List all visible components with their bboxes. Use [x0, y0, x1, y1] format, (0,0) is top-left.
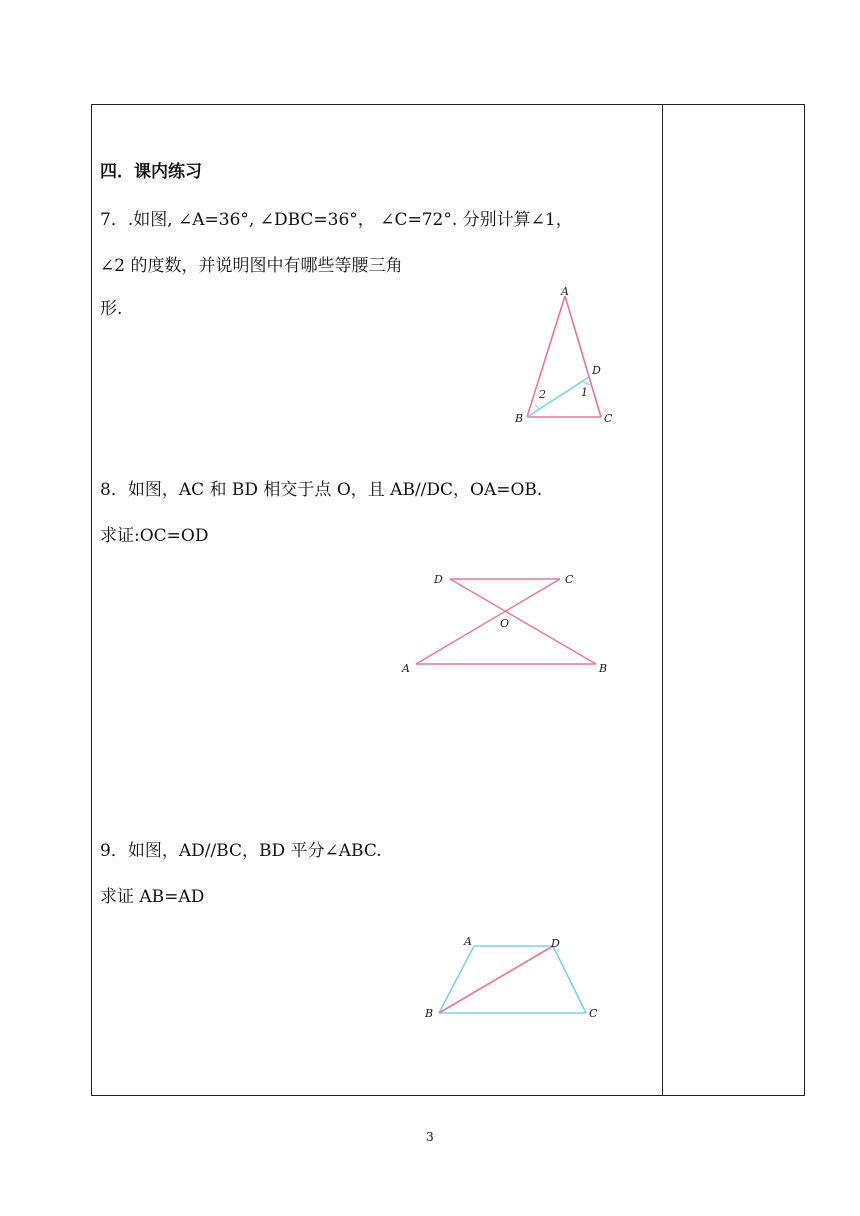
problem-7-line-1: 7．.如图, ∠A=36°, ∠DBC=36°， ∠C=72°. 分别计算∠1， — [100, 210, 573, 230]
fig7-label-d: D — [592, 364, 601, 377]
problem-8-line-1: 8．如图，AC 和 BD 相交于点 O，且 AB//DC，OA=OB. — [100, 480, 543, 500]
figure-9-trapezoid — [420, 932, 610, 1027]
problem-7-line-3: 形. — [100, 299, 123, 319]
fig7-angle-2-arc — [535, 405, 539, 409]
fig7-label-b: B — [515, 412, 524, 425]
problem-9-line-1: 9．如图，AD//BC，BD 平分∠ABC. — [100, 841, 382, 861]
fig8-segment-bd — [450, 579, 596, 664]
figure-8-crossed-triangles — [400, 568, 620, 678]
fig7-label-2: 2 — [539, 388, 546, 401]
fig8-label-o: O — [500, 617, 510, 630]
problem-7-line-2: ∠2 的度数，并说明图中有哪些等腰三角 — [100, 256, 403, 276]
fig8-label-d: D — [434, 573, 443, 586]
problem-9-line-2: 求证 AB=AD — [100, 887, 205, 907]
fig9-label-a: A — [464, 935, 472, 948]
fig7-side-ab — [527, 296, 565, 417]
fig9-side-dc — [553, 946, 586, 1013]
fig8-label-c: C — [565, 573, 574, 586]
fig7-label-1: 1 — [581, 386, 588, 399]
fig7-label-c: C — [604, 412, 613, 425]
problem-8-line-2: 求证:OC=OD — [100, 526, 209, 546]
table-column-divider — [662, 104, 663, 1096]
fig8-label-b: B — [599, 662, 608, 675]
fig7-segment-bd — [527, 377, 589, 417]
fig9-label-d: D — [551, 937, 560, 950]
fig9-label-b: B — [425, 1007, 434, 1020]
fig8-label-a: A — [402, 662, 410, 675]
page-number: 3 — [426, 1130, 434, 1144]
section-title: 四．课内练习 — [100, 162, 202, 182]
fig9-label-c: C — [589, 1007, 598, 1020]
fig8-segment-ac — [416, 579, 560, 664]
figure-7-triangle — [505, 282, 625, 427]
fig7-label-a: A — [561, 285, 569, 298]
